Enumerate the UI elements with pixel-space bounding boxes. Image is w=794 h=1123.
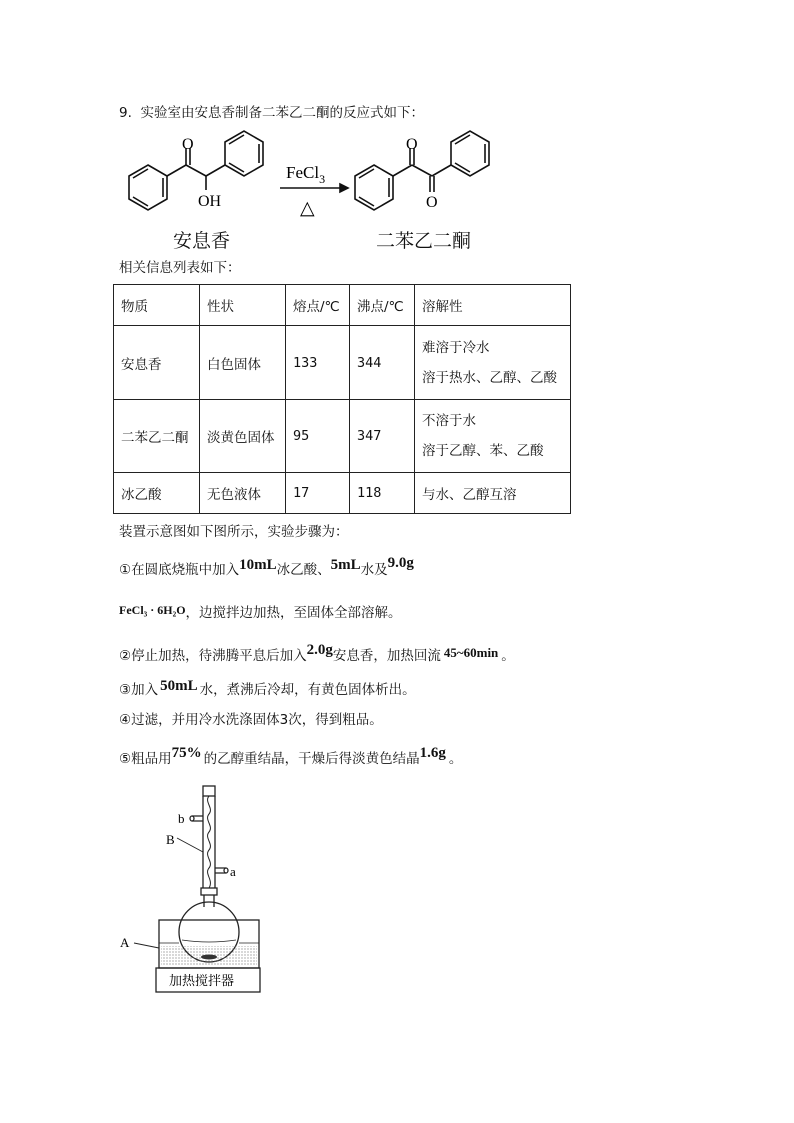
step-5 — [119, 745, 463, 768]
product-carbonyl-o2: O — [426, 194, 438, 211]
mass-value: 9.0g — [387, 555, 414, 571]
step-text: ①在圆底烧瓶中加入 — [119, 562, 240, 578]
cell-mp: 17 — [286, 473, 350, 514]
header-mp: 熔点/℃ — [286, 285, 350, 326]
table-header-row — [114, 285, 571, 326]
step-text: ②停止加热，待沸腾平息后加入 — [119, 648, 307, 664]
step-text: ，边搅拌边加热，至固体全部溶解。 — [185, 605, 402, 621]
reactant-carbonyl-o: O — [182, 136, 194, 153]
cell-bp: 347 — [350, 400, 415, 473]
step-3 — [119, 678, 416, 699]
step-2 — [119, 642, 515, 665]
step-text: 水及 — [360, 562, 388, 578]
cell-state: 无色液体 — [200, 473, 286, 514]
step-text: ③加入 — [119, 682, 159, 698]
cell-solubility — [415, 400, 571, 473]
concentration-value: 75% — [171, 745, 202, 761]
stir-bar — [201, 955, 217, 960]
volume-value: 10mL — [239, 557, 277, 573]
step-text: 安息香，加热回流 — [332, 648, 441, 664]
solubility-line: 溶于热水、乙醇、乙酸 — [422, 369, 557, 386]
volume-value: 5mL — [330, 557, 361, 573]
product-name: 二苯乙二酮 — [376, 230, 472, 252]
table-intro: 相关信息列表如下： — [119, 260, 241, 276]
mass-value: 2.0g — [306, 642, 333, 658]
time-value: 45~60min — [443, 645, 499, 660]
header-state: 性状 — [200, 285, 286, 326]
label-a-pointer — [134, 943, 159, 948]
reactant-oh-label: OH — [198, 193, 222, 210]
solubility-line: 不溶于水 — [422, 413, 476, 429]
ground-joint — [201, 888, 217, 895]
cell-name: 冰乙酸 — [114, 473, 200, 514]
step-1-line-1 — [119, 555, 414, 579]
benzene-ring-right — [225, 131, 263, 176]
cell-solubility — [415, 326, 571, 400]
question-stem — [119, 104, 424, 122]
step-text: 。 — [501, 648, 515, 664]
cell-bp: 118 — [350, 473, 415, 514]
header-solubility: 溶解性 — [415, 285, 571, 326]
table-row — [114, 473, 571, 514]
solubility-line: 难溶于冷水 — [422, 339, 490, 356]
volume-value: 50mL — [160, 678, 198, 694]
product-ring-left — [355, 165, 393, 210]
header-substance: 物质 — [114, 285, 200, 326]
condenser-stopper — [203, 786, 215, 796]
step-text: 水，煮沸后冷却，有黄色固体析出。 — [199, 682, 416, 698]
solubility-line: 溶于乙醇、苯、乙酸 — [422, 443, 544, 459]
step-text: 冰乙酸、 — [276, 562, 331, 578]
header-bp: 沸点/℃ — [350, 285, 415, 326]
label-a: a — [230, 864, 236, 879]
step-4: ④过滤，并用冷水洗涤固体3次，得到粗品。 — [119, 712, 383, 728]
cell-state: 淡黄色固体 — [200, 400, 286, 473]
step-text: ⑤粗品用 — [119, 751, 172, 767]
reagent-label: FeCl$_3$ — [286, 163, 326, 186]
product-ring-right — [451, 131, 489, 176]
question-number: 9. — [119, 105, 132, 121]
cell-mp: 95 — [286, 400, 350, 473]
mass-value: 1.6g — [419, 745, 446, 761]
step-text: 的乙醇重结晶，干燥后得淡黄色结晶 — [203, 751, 420, 767]
heat-symbol: △ — [300, 198, 315, 219]
table-row — [114, 400, 571, 473]
stirrer-label: 加热搅拌器 — [169, 973, 235, 988]
benzene-ring-left — [129, 165, 167, 210]
properties-table — [113, 284, 571, 514]
cell-name: 安息香 — [114, 326, 200, 400]
label-b: b — [178, 811, 185, 826]
steps-intro: 装置示意图如下图所示，实验步骤为： — [119, 524, 349, 540]
step-1-line-2 — [119, 604, 402, 622]
cell-mp: 133 — [286, 326, 350, 400]
formula-value: FeCl₃ · 6H₂O — [119, 603, 186, 617]
label-b-pointer — [177, 838, 203, 852]
cell-name: 二苯乙二酮 — [114, 400, 200, 473]
reactant-name: 安息香 — [173, 230, 231, 252]
cell-solubility: 与水、乙醇互溶 — [415, 473, 571, 514]
product-carbonyl-o1: O — [406, 136, 418, 153]
label-bath-A: A — [120, 935, 130, 950]
cell-state: 白色固体 — [200, 326, 286, 400]
table-row — [114, 326, 571, 400]
cell-bp: 344 — [350, 326, 415, 400]
condenser-coil — [208, 796, 211, 888]
label-condenser-B: B — [166, 832, 175, 847]
apparatus-diagram — [112, 780, 272, 1000]
question-text: 实验室由安息香制备二苯乙二酮的反应式如下： — [140, 105, 424, 121]
step-text: 。 — [448, 751, 463, 767]
